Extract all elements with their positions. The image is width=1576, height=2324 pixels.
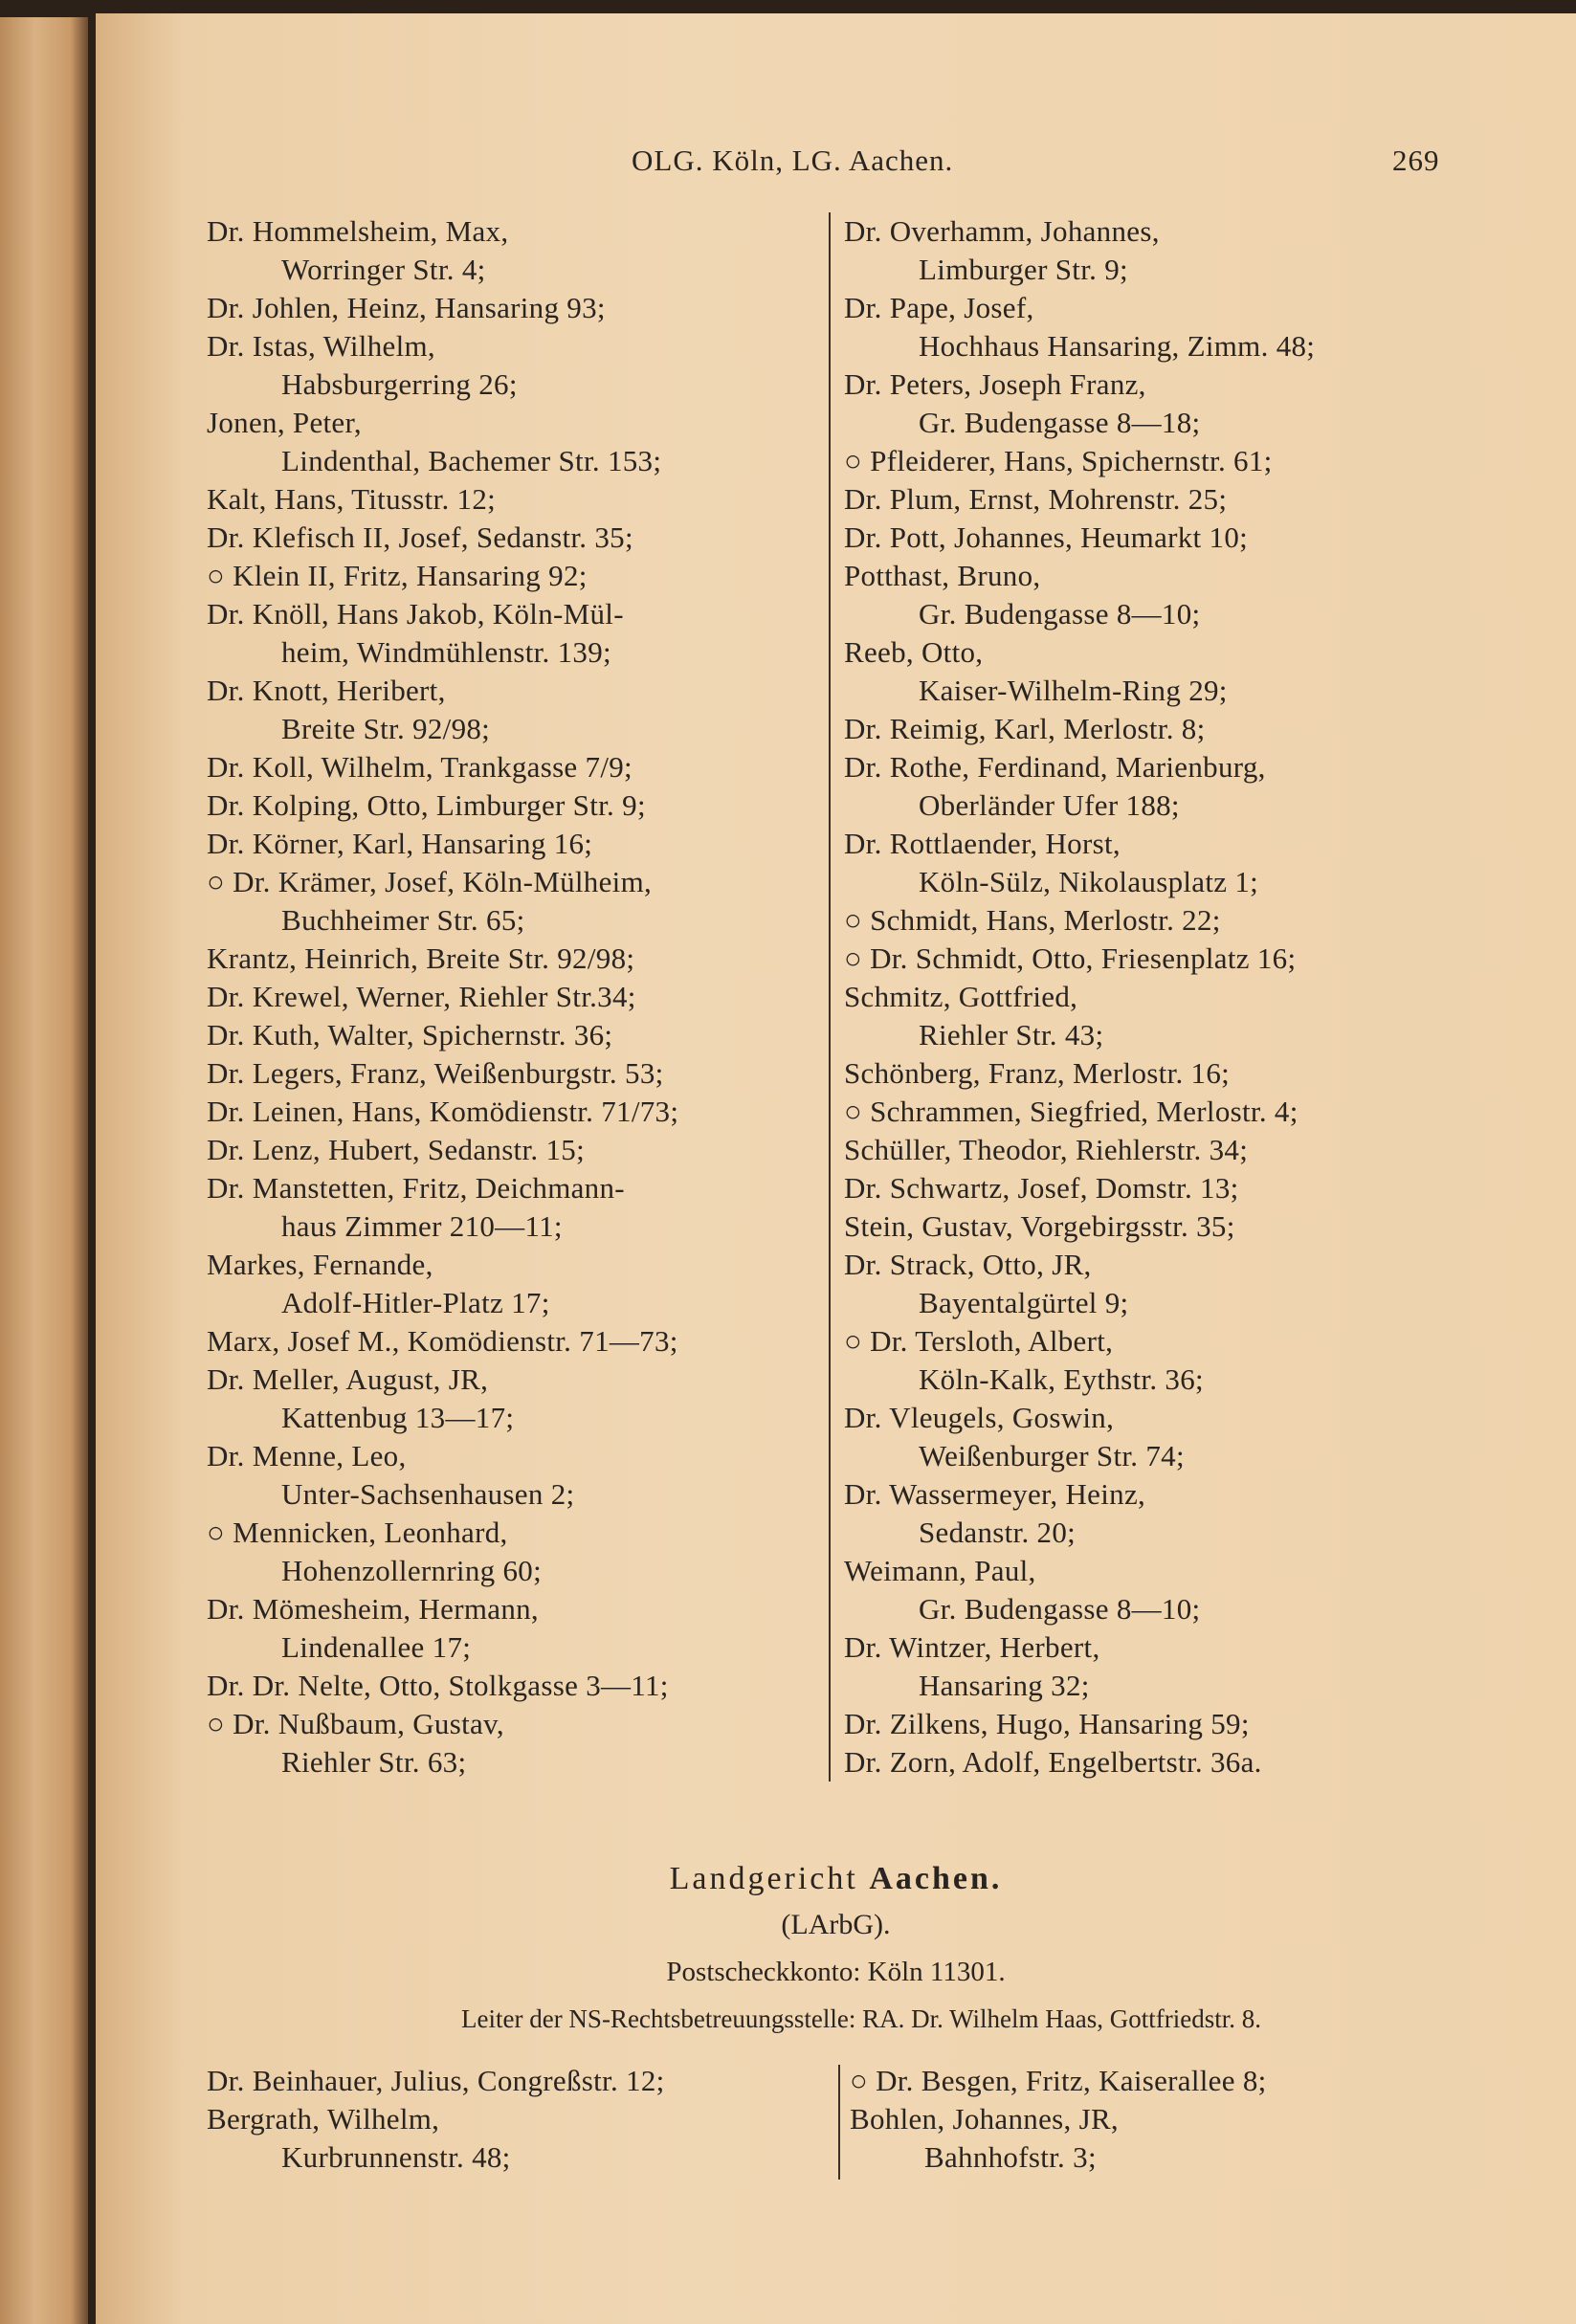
entry-line: Dr. Wintzer, Herbert, [844, 1630, 1100, 1664]
entry-line: Schmitz, Gottfried, [844, 980, 1078, 1013]
entry-line: Krantz, Heinrich, Breite Str. 92/98; [207, 941, 635, 975]
entry-line: Bergrath, Wilhelm, [207, 2102, 440, 2136]
entry-line: Dr. Manstetten, Fritz, Deichmann- [207, 1171, 625, 1205]
entry-line: Dr. Dr. Nelte, Otto, Stolkgasse 3—11; [207, 1669, 669, 1702]
directory-entry [207, 1169, 838, 1246]
directory-entry [844, 1399, 1476, 1475]
entry-line: Schüller, Theodor, Riehlerstr. 34; [844, 1133, 1249, 1166]
directory-entry [207, 1016, 838, 1054]
entry-line: Weimann, Paul, [844, 1554, 1036, 1587]
entry-line: Dr. Krewel, Werner, Riehler Str.34; [207, 980, 636, 1013]
section-column-divider [838, 2065, 840, 2180]
directory-entry [844, 633, 1476, 710]
entry-continuation-line: Lindenthal, Bachemer Str. 153; [281, 444, 662, 477]
entry-continuation-line: Breite Str. 92/98; [281, 712, 491, 745]
entry-line: Dr. Beinhauer, Julius, Congreßstr. 12; [207, 2064, 665, 2097]
entry-continuation-line: Oberländer Ufer 188; [919, 788, 1180, 822]
entry-line: Dr. Strack, Otto, JR, [844, 1248, 1092, 1281]
directory-entry [207, 2062, 838, 2100]
entry-continuation-line: Gr. Budengasse 8—10; [919, 1592, 1201, 1626]
entry-continuation-line: Bayentalgürtel 9; [919, 1286, 1129, 1319]
entry-continuation-line: Lindenallee 17; [281, 1630, 472, 1664]
directory-entry [207, 748, 838, 786]
directory-entry [844, 978, 1476, 1054]
directory-entry [207, 557, 838, 595]
directory-entry [844, 1207, 1476, 1246]
section-subtitle: (LArbG). [781, 1909, 891, 1940]
directory-entry [844, 1093, 1476, 1131]
directory-entry [207, 786, 838, 825]
directory-entry [844, 901, 1476, 940]
entry-line: Dr. Körner, Karl, Hansaring 16; [207, 827, 593, 860]
entry-line: Dr. Legers, Franz, Weißenburgstr. 53; [207, 1056, 664, 1090]
entry-continuation-line: Bahnhofstr. 3; [924, 2140, 1097, 2174]
entry-line: Dr. Leinen, Hans, Komödienstr. 71/73; [207, 1095, 679, 1128]
directory-entry [207, 327, 838, 404]
directory-entry [207, 1437, 838, 1514]
entry-continuation-line: Buchheimer Str. 65; [281, 903, 525, 937]
facing-page-edge [0, 17, 88, 2324]
directory-entry [844, 1246, 1476, 1322]
directory-entry [207, 825, 838, 863]
entry-line: Dr. Koll, Wilhelm, Trankgasse 7/9; [207, 750, 633, 784]
column-divider [829, 212, 831, 1782]
entry-line: Dr. Istas, Wilhelm, [207, 329, 435, 363]
entry-continuation-line: Gr. Budengasse 8—18; [919, 406, 1201, 439]
entry-line: Dr. Wassermeyer, Heinz, [844, 1477, 1146, 1511]
entry-line: Dr. Menne, Leo, [207, 1439, 407, 1472]
entry-continuation-line: Limburger Str. 9; [919, 253, 1128, 286]
directory-entry [850, 2100, 1481, 2177]
directory-entry [207, 1054, 838, 1093]
entry-line: Stein, Gustav, Vorgebirgsstr. 35; [844, 1209, 1235, 1243]
directory-entry [207, 289, 838, 327]
entry-continuation-line: Hohenzollernring 60; [281, 1554, 543, 1587]
directory-entry [207, 1246, 838, 1322]
entry-line: Dr. Johlen, Heinz, Hansaring 93; [207, 291, 606, 324]
directory-entry [844, 1552, 1476, 1628]
entry-continuation-line: Hochhaus Hansaring, Zimm. 48; [919, 329, 1316, 363]
directory-entry [207, 595, 838, 672]
section-left-column [207, 2062, 838, 2177]
postscheck-account: Postscheckkonto: Köln 11301. [666, 1957, 1006, 1987]
directory-entry [844, 748, 1476, 825]
entry-line: ○ Klein II, Fritz, Hansaring 92; [207, 559, 588, 592]
entry-continuation-line: Kattenbug 13—17; [281, 1401, 515, 1434]
entry-line: Reeb, Otto, [844, 635, 984, 669]
directory-entry [207, 1667, 838, 1705]
entry-line: Dr. Zorn, Adolf, Engelbertstr. 36a. [844, 1745, 1262, 1779]
section-title-name: Aachen. [869, 1861, 1003, 1896]
directory-entry [844, 557, 1476, 633]
directory-entry [207, 1093, 838, 1131]
entry-line: Dr. Hommelsheim, Max, [207, 214, 509, 248]
entry-line: Dr. Overhamm, Johannes, [844, 214, 1160, 248]
entry-line: Markes, Fernande, [207, 1248, 433, 1281]
entry-continuation-line: Habsburgerring 26; [281, 367, 518, 401]
entry-line: Dr. Zilkens, Hugo, Hansaring 59; [844, 1707, 1250, 1740]
entry-line: Bohlen, Johannes, JR, [850, 2102, 1119, 2136]
directory-entry [844, 710, 1476, 748]
entry-line: ○ Dr. Besgen, Fritz, Kaiserallee 8; [850, 2064, 1267, 2097]
entry-continuation-line: Köln-Kalk, Eythstr. 36; [919, 1362, 1204, 1396]
running-title: OLG. Köln, LG. Aachen. [632, 144, 954, 177]
directory-entry [207, 1514, 838, 1590]
directory-entry [844, 1131, 1476, 1169]
directory-entry [844, 1475, 1476, 1552]
directory-entry [844, 1322, 1476, 1399]
right-column [844, 212, 1476, 1782]
directory-entry [207, 212, 838, 289]
directory-entry [207, 978, 838, 1016]
section-right-column [850, 2062, 1481, 2177]
entry-line: Dr. Lenz, Hubert, Sedanstr. 15; [207, 1133, 585, 1166]
section-title-prefix: Landgericht [669, 1861, 858, 1896]
directory-entry [844, 519, 1476, 557]
entry-continuation-line: Adolf-Hitler-Platz 17; [281, 1286, 550, 1319]
entry-line: Jonen, Peter, [207, 406, 362, 439]
directory-entry [844, 825, 1476, 901]
entry-continuation-line: Hansaring 32; [919, 1669, 1090, 1702]
entry-line: Dr. Rottlaender, Horst, [844, 827, 1121, 860]
directory-entry [207, 672, 838, 748]
directory-entry [207, 480, 838, 519]
directory-entry [207, 940, 838, 978]
leiter-line: Leiter der NS-Rechtsbetreuungsstelle: RA. Dr. Wilhelm Haas, Gottfriedstr. 8. [461, 2004, 1261, 2033]
directory-entry [207, 1705, 838, 1782]
entry-line: Dr. Vleugels, Goswin, [844, 1401, 1115, 1434]
entry-line: Schönberg, Franz, Merlostr. 16; [844, 1056, 1231, 1090]
directory-entry [844, 365, 1476, 442]
directory-entry [844, 442, 1476, 480]
entry-continuation-line: Riehler Str. 63; [281, 1745, 467, 1779]
entry-continuation-line: haus Zimmer 210—11; [281, 1209, 563, 1243]
entry-line: Marx, Josef M., Komödienstr. 71—73; [207, 1324, 678, 1358]
entry-continuation-line: Unter-Sachsenhausen 2; [281, 1477, 575, 1511]
entry-line: ○ Dr. Krämer, Josef, Köln-Mülheim, [207, 865, 653, 898]
directory-entry [207, 863, 838, 940]
entry-continuation-line: Gr. Budengasse 8—10; [919, 597, 1201, 631]
directory-entry [207, 2100, 838, 2177]
entry-line: Dr. Meller, August, JR, [207, 1362, 489, 1396]
directory-entry [844, 1628, 1476, 1705]
directory-entry [844, 940, 1476, 978]
entry-line: ○ Dr. Tersloth, Albert, [844, 1324, 1114, 1358]
directory-entry [844, 1169, 1476, 1207]
entry-line: Dr. Klefisch II, Josef, Sedanstr. 35; [207, 520, 633, 554]
entry-line: Dr. Knott, Heribert, [207, 674, 446, 707]
entry-line: Dr. Knöll, Hans Jakob, Köln-Mül- [207, 597, 624, 631]
directory-entry [850, 2062, 1481, 2100]
entry-line: ○ Schrammen, Siegfried, Merlostr. 4; [844, 1095, 1299, 1128]
directory-entry [207, 1361, 838, 1437]
directory-entry [844, 212, 1476, 289]
entry-line: Kalt, Hans, Titusstr. 12; [207, 482, 497, 516]
entry-line: Dr. Plum, Ernst, Mohrenstr. 25; [844, 482, 1228, 516]
directory-entry [844, 1743, 1476, 1782]
entry-line: Dr. Peters, Joseph Franz, [844, 367, 1146, 401]
directory-entry [207, 1131, 838, 1169]
entry-continuation-line: Riehler Str. 43; [919, 1018, 1104, 1051]
section-title [96, 1861, 1576, 1897]
entry-line: Dr. Reimig, Karl, Merlostr. 8; [844, 712, 1206, 745]
entry-continuation-line: Weißenburger Str. 74; [919, 1439, 1185, 1472]
left-column [207, 212, 838, 1782]
directory-entry [844, 480, 1476, 519]
page-number: 269 [1392, 144, 1440, 177]
entry-line: Dr. Pape, Josef, [844, 291, 1034, 324]
entry-line: Dr. Kolping, Otto, Limburger Str. 9; [207, 788, 646, 822]
directory-entry [844, 289, 1476, 365]
entry-line: Potthast, Bruno, [844, 559, 1041, 592]
entry-continuation-line: Worringer Str. 4; [281, 253, 486, 286]
entry-line: Dr. Schwartz, Josef, Domstr. 13; [844, 1171, 1239, 1205]
entry-line: ○ Dr. Nußbaum, Gustav, [207, 1707, 504, 1740]
directory-entry [207, 519, 838, 557]
entry-continuation-line: Köln-Sülz, Nikolausplatz 1; [919, 865, 1259, 898]
entry-continuation-line: Sedanstr. 20; [919, 1516, 1077, 1549]
entry-line: Dr. Rothe, Ferdinand, Marienburg, [844, 750, 1266, 784]
entry-line: Dr. Mömesheim, Hermann, [207, 1592, 539, 1626]
entry-continuation-line: Kaiser-Wilhelm-Ring 29; [919, 674, 1228, 707]
directory-entry [207, 1590, 838, 1667]
entry-line: Dr. Pott, Johannes, Heumarkt 10; [844, 520, 1249, 554]
entry-line: Dr. Kuth, Walter, Spichernstr. 36; [207, 1018, 613, 1051]
entry-line: ○ Mennicken, Leonhard, [207, 1516, 508, 1549]
entry-line: ○ Dr. Schmidt, Otto, Friesenplatz 16; [844, 941, 1297, 975]
entry-line: ○ Schmidt, Hans, Merlostr. 22; [844, 903, 1221, 937]
entry-line: ○ Pfleiderer, Hans, Spichernstr. 61; [844, 444, 1273, 477]
entry-continuation-line: Kurbrunnenstr. 48; [281, 2140, 511, 2174]
directory-entry [844, 1705, 1476, 1743]
entry-continuation-line: heim, Windmühlenstr. 139; [281, 635, 611, 669]
directory-entry [207, 404, 838, 480]
directory-entry [844, 1054, 1476, 1093]
directory-entry [207, 1322, 838, 1361]
